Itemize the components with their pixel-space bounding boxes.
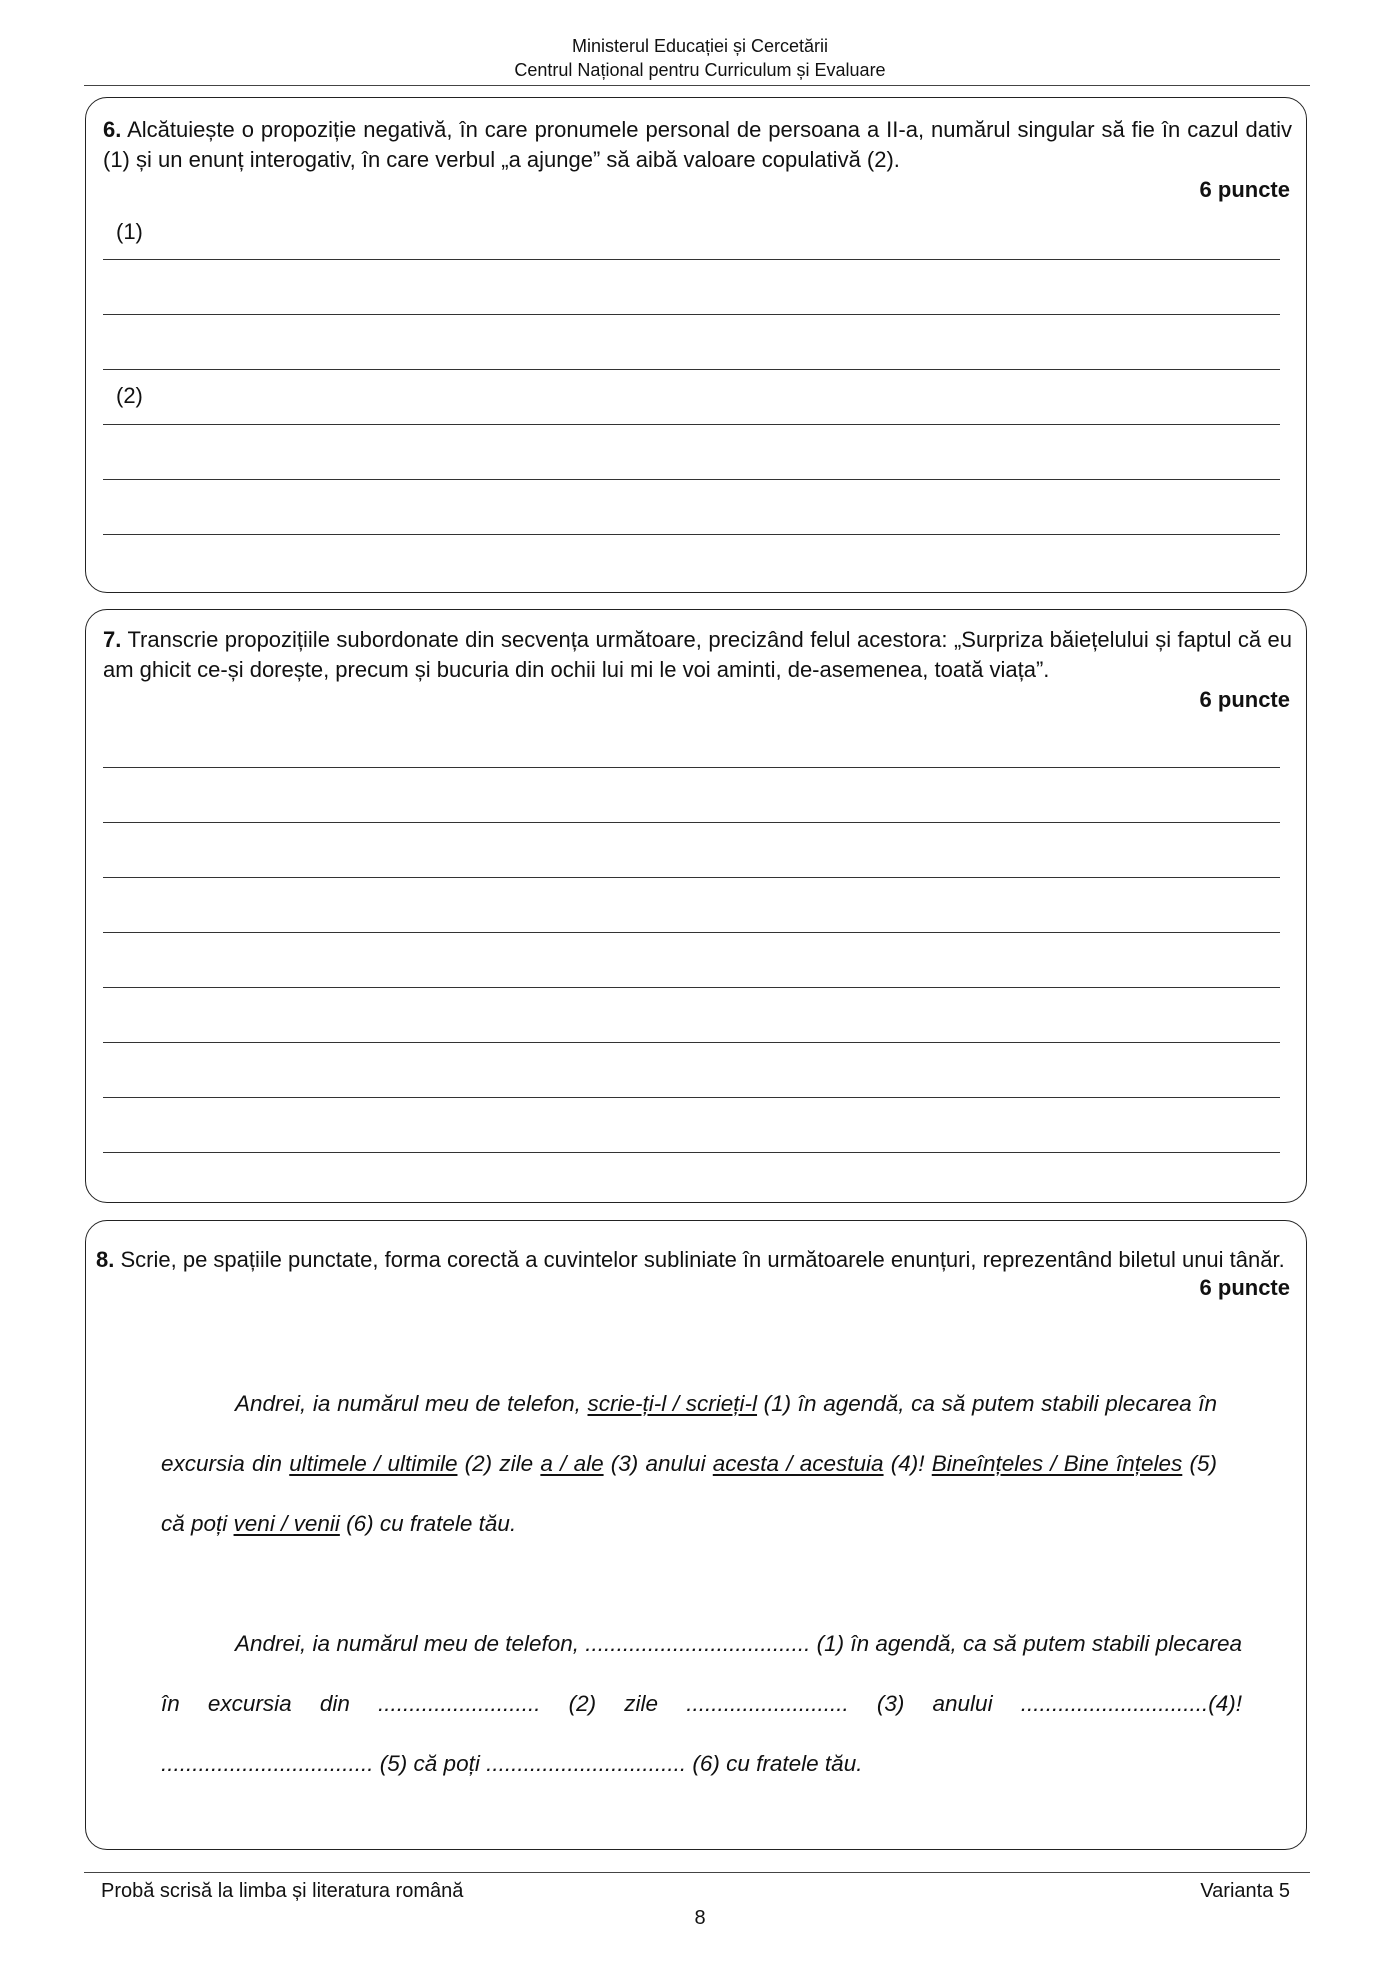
question-6-number: 6. bbox=[103, 117, 122, 142]
underlined-option-1: scrie-ți-l / scrieți-l bbox=[587, 1391, 758, 1416]
answer-line[interactable] bbox=[103, 534, 1280, 535]
answer-line[interactable] bbox=[103, 877, 1280, 878]
answer-line[interactable] bbox=[103, 1097, 1280, 1098]
page-number: 8 bbox=[694, 1907, 706, 1929]
underlined-option-6: veni / venii bbox=[233, 1511, 340, 1536]
question-8-box bbox=[85, 1220, 1307, 1850]
question-8-number: 8. bbox=[96, 1247, 115, 1272]
variant-label: Varianta 5 bbox=[1200, 1880, 1290, 1902]
answer-line[interactable] bbox=[103, 1152, 1280, 1153]
answer-line[interactable] bbox=[103, 424, 1280, 425]
question-6-box bbox=[85, 97, 1307, 593]
footer-divider bbox=[84, 1872, 1310, 1873]
page-header bbox=[0, 34, 1400, 82]
answer-line[interactable] bbox=[103, 767, 1280, 768]
answer-2-label: (2) bbox=[116, 383, 143, 408]
underlined-option-3: a / ale bbox=[540, 1451, 604, 1476]
question-6-prompt: Alcătuiește o propoziție negativă, în care pronumele personal de persoana a II-a, numărul singular să fie în cazul dativ (1) și un enunț interogativ, în care verbul „a ajunge” să aibă valoare copulativă (2). bbox=[103, 117, 1292, 172]
answer-sentence[interactable]: Andrei, ia numărul meu de telefon, .................................... (1) în agendă, ca să putem stabili plecarea în excursia din .......................... (2) zile .......................... (3) anului ..............................(4)! .................................. (5) că poți ................................ (6) cu fratele tău. bbox=[161, 1631, 1242, 1776]
question-8-points: 6 puncte bbox=[1199, 1275, 1290, 1300]
question-7-prompt: Transcrie propozițiile subordonate din secvența următoare, precizând felul acestora: „Surpriza băiețelului și faptul că eu am ghicit ce-și dorește, precum și bucuria din ochii lui mi le voi aminti, de-asemenea, toată viața”. bbox=[103, 627, 1293, 682]
answer-1-label: (1) bbox=[116, 219, 143, 244]
answer-line[interactable] bbox=[103, 314, 1280, 315]
underlined-option-2: ultimele / ultimile bbox=[289, 1451, 458, 1476]
answer-line[interactable] bbox=[103, 932, 1280, 933]
underlined-option-5: Bineînțeles / Bine înțeles bbox=[931, 1451, 1183, 1476]
underlined-option-4: acesta / acestuia bbox=[712, 1451, 884, 1476]
question-7-number: 7. bbox=[103, 627, 122, 652]
question-6-text bbox=[103, 115, 1292, 175]
question-7-text bbox=[103, 625, 1292, 685]
answer-line[interactable] bbox=[103, 822, 1280, 823]
center-name: Centrul Național pentru Curriculum și Evaluare bbox=[514, 60, 886, 80]
answer-line[interactable] bbox=[103, 259, 1280, 260]
answer-line[interactable] bbox=[103, 369, 1280, 370]
question-7-box bbox=[85, 609, 1307, 1203]
answer-line[interactable] bbox=[103, 987, 1280, 988]
question-8-text bbox=[96, 1245, 1292, 1275]
source-sentence: Andrei, ia numărul meu de telefon, scrie-ți-l / scrieți-l (1) în agendă, ca să putem stabili plecarea în excursia din ultimele / ultimile (2) zile a / ale (3) anului acesta / acestuia (4)! Bineînțeles / Bine înțeles (5) că poți veni / venii (6) cu fratele tău. bbox=[161, 1391, 1218, 1536]
header-divider bbox=[84, 85, 1310, 86]
question-6-points: 6 puncte bbox=[1199, 177, 1290, 202]
answer-line[interactable] bbox=[103, 479, 1280, 480]
exam-title: Probă scrisă la limba și literatura română bbox=[101, 1880, 464, 1902]
ministry-name: Ministerul Educației și Cercetării bbox=[571, 36, 829, 56]
answer-line[interactable] bbox=[103, 1042, 1280, 1043]
question-8-prompt: Scrie, pe spațiile punctate, forma corectă a cuvintelor subliniate în următoarele enunțuri, reprezentând biletul unui tânăr. bbox=[120, 1247, 1285, 1272]
question-7-points: 6 puncte bbox=[1199, 687, 1290, 712]
